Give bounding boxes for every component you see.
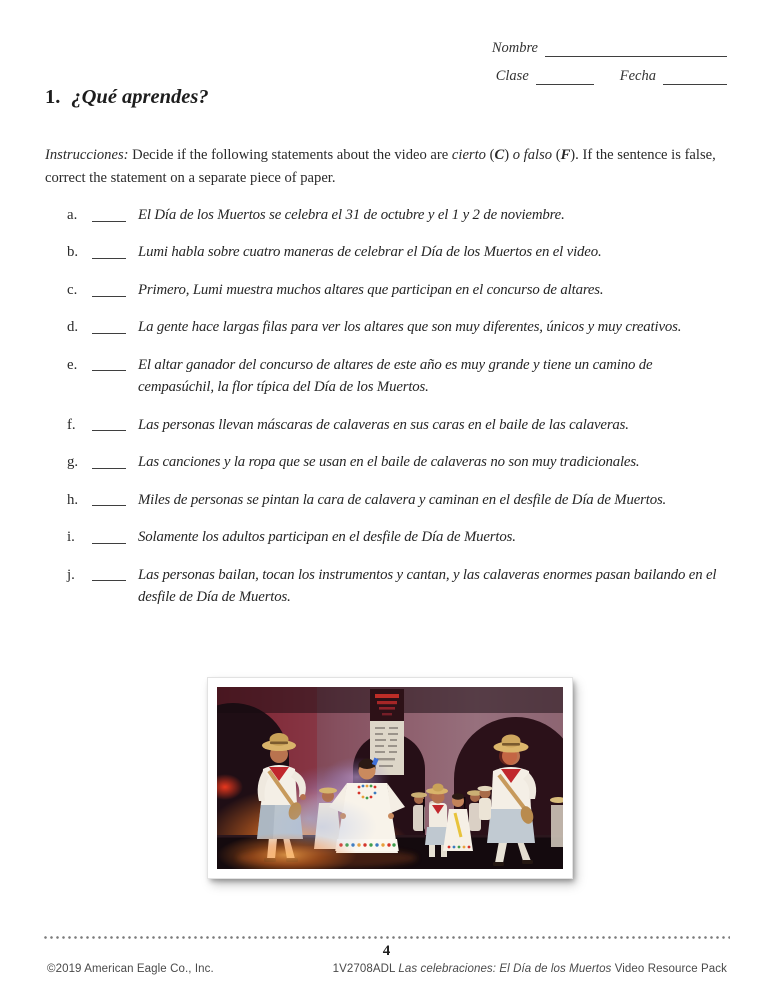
fecha-label: Fecha	[619, 68, 656, 84]
answer-blank-g[interactable]	[92, 452, 126, 469]
answer-blank-h[interactable]	[92, 490, 126, 507]
question-text: Miles de personas se pintan la cara de calavera y caminan en el desfile de Día de Muertos.	[138, 491, 667, 508]
question-text: Lumi habla sobre cuatro maneras de celebrar el Día de los Muertos en el video.	[138, 244, 602, 261]
question-text: Las personas bailan, tocan los instrumentos y cantan, y las calaveras enormes pasan bailando en el desfile de Día de Muertos.	[138, 566, 717, 606]
question-letter: f.	[67, 416, 76, 433]
question-text: Las personas llevan máscaras de calaveras en sus caras en el baile de las calaveras.	[138, 416, 629, 433]
question-row-j	[67, 564, 727, 609]
question-letter: d.	[67, 319, 79, 336]
question-row-e	[67, 354, 727, 399]
question-row-d	[67, 316, 727, 338]
product-suffix: Video Resource Pack	[614, 963, 727, 975]
fecha-input-line[interactable]	[663, 69, 727, 85]
question-row-a	[67, 204, 727, 226]
product-title: Las celebraciones: El Día de los Muertos	[398, 963, 612, 975]
question-text: El Día de los Muertos se celebra el 31 de octubre y el 1 y 2 de noviembre.	[138, 207, 565, 223]
question-row-g	[67, 451, 727, 473]
question-text: El altar ganador del concurso de altares de este año es muy grande y tiene un camino de cempasúchil, la flor típica del Día de los Muertos.	[138, 356, 653, 396]
question-text: Primero, Lumi muestra muchos altares que participan en el concurso de altares.	[138, 281, 604, 298]
nombre-label: Nombre	[491, 40, 538, 56]
footer	[47, 963, 727, 975]
question-row-i	[67, 526, 727, 548]
dancers-photo-illustration	[217, 687, 563, 869]
answer-blank-b[interactable]	[92, 242, 126, 259]
question-list	[67, 204, 727, 609]
answer-blank-d[interactable]	[92, 317, 126, 334]
dotted-separator	[44, 936, 730, 939]
question-row-b	[67, 241, 727, 263]
answer-blank-e[interactable]	[92, 355, 126, 372]
question-letter: h.	[67, 491, 79, 508]
name-field-row	[492, 40, 727, 57]
dancers-photo	[208, 678, 572, 878]
page-number: 4	[382, 943, 391, 959]
answer-blank-f[interactable]	[92, 415, 126, 432]
page-title	[45, 86, 209, 109]
clase-label: Clase	[495, 68, 529, 84]
question-row-h	[67, 489, 727, 511]
question-text: Las canciones y la ropa que se usan en el baile de calaveras no son muy tradicionales.	[138, 454, 640, 471]
question-text: Solamente los adultos participan en el desfile de Día de Muertos.	[138, 529, 516, 546]
question-letter: c.	[67, 281, 78, 298]
question-row-f	[67, 414, 727, 436]
section-number: 1.	[45, 86, 61, 108]
answer-blank-a[interactable]	[92, 205, 126, 222]
question-letter: e.	[67, 356, 78, 373]
answer-blank-i[interactable]	[92, 527, 126, 544]
question-letter: i.	[67, 529, 75, 546]
nombre-input-line[interactable]	[545, 41, 727, 57]
question-letter: a.	[67, 207, 78, 223]
instructions-paragraph: Instrucciones: Decide if the following statements about the video are cierto (C) o falso (F). If the sentence is false, correct the statement on a separate piece of paper.	[45, 146, 716, 186]
clase-input-line[interactable]	[536, 69, 594, 85]
answer-blank-j[interactable]	[92, 565, 126, 582]
question-letter: g.	[67, 454, 79, 471]
question-letter: b.	[67, 244, 79, 261]
question-letter: j.	[67, 566, 75, 583]
section-title-text: ¿Qué aprendes?	[71, 86, 209, 108]
answer-blank-c[interactable]	[92, 280, 126, 297]
product-info	[333, 963, 727, 975]
instructions-lead: Instrucciones:	[45, 146, 129, 163]
product-code: 1V2708ADL	[332, 963, 396, 975]
question-text: La gente hace largas filas para ver los altares que son muy diferentes, únicos y muy creativos.	[138, 319, 682, 336]
class-date-field-row	[496, 68, 727, 85]
question-row-c	[67, 279, 727, 301]
copyright-text: ©2019 American Eagle Co., Inc.	[47, 963, 214, 975]
